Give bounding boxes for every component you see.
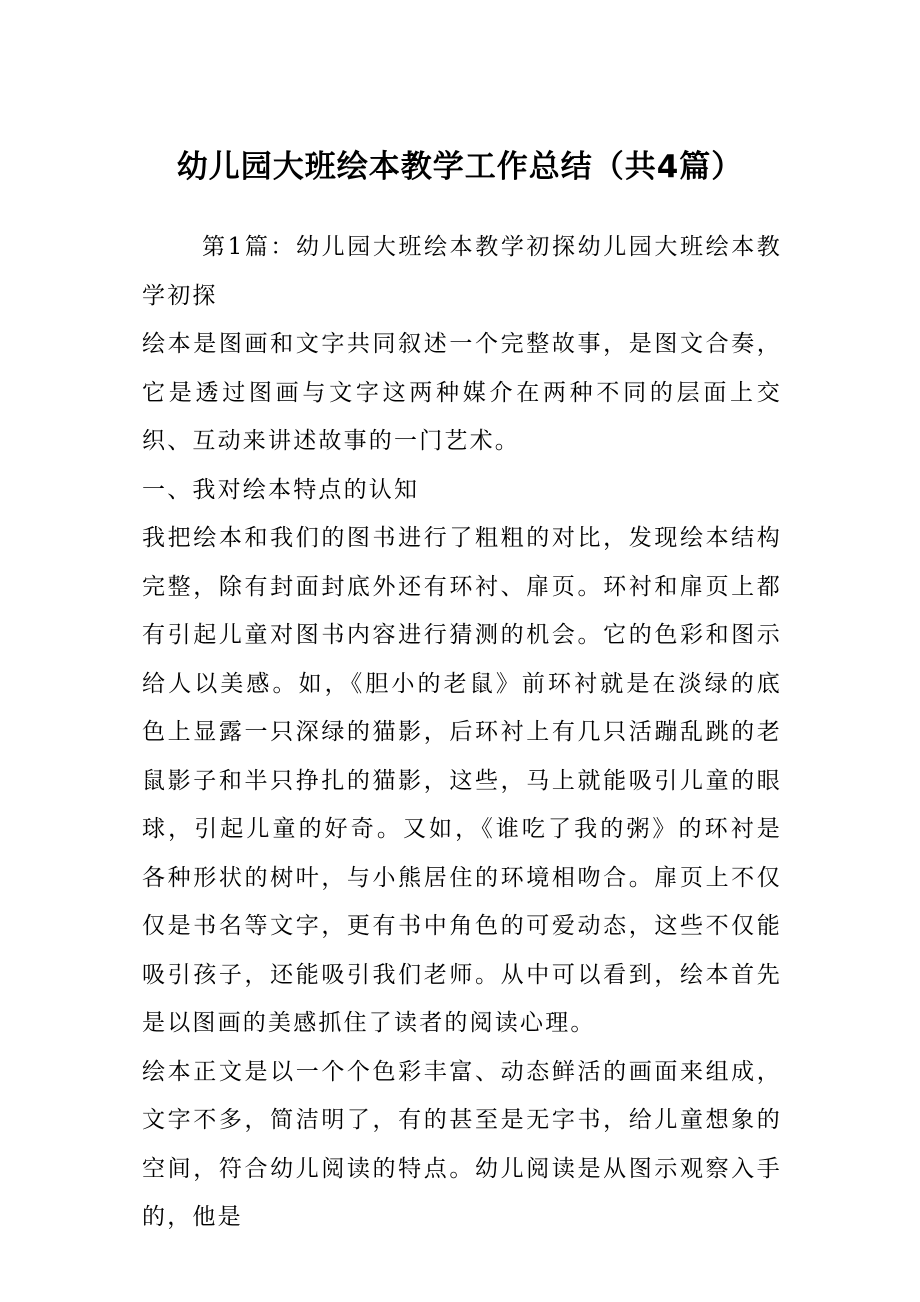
paragraph-main-text: 绘本正文是以一个个色彩丰富、动态鲜活的画面来组成，文字不多，简洁明了，有的甚至是无字书，给儿童想象的空间，符合幼儿阅读的特点。幼儿阅读是从图示观察入手的，他是 [142,1058,782,1230]
paragraph-intro: 绘本是图画和文字共同叙述一个完整故事，是图文合奏，它是透过图画与文字这两种媒介在两种不同的层面上交织、互动来讲述故事的一门艺术。 [142,331,782,454]
paragraph-structure: 我把绘本和我们的图书进行了粗粗的对比，发现绘本结构完整，除有封面封底外还有环衬、扉页。环衬和扉页上都有引起儿童对图书内容进行猜测的机会。它的色彩和图示给人以美感。如，《胆小的老鼠》前环衬就是在淡绿的底色上显露一只深绿的猫影，后环衬上有几只活蹦乱跳的老鼠影子和半只挣扎的猫影，这些，马上就能吸引儿童的眼球，引起儿童的好奇。又如，《谁吃了我的粥》的环衬是各种形状的树叶，与小熊居住的环境相吻合。扉页上不仅仅是书名等文字，更有书中角色的可爱动态，这些不仅能吸引孩子，还能吸引我们老师。从中可以看到，绘本首先是以图画的美感抓住了读者的阅读心理。 [142,525,782,1036]
document-title: 幼儿园大班绘本教学工作总结（共4篇） [176,149,744,185]
section-heading: 一、我对绘本特点的认知 [142,476,420,503]
paragraph-chapter-heading: 第1篇：幼儿园大班绘本教学初探幼儿园大班绘本教学初探 [142,234,782,309]
document-body [142,223,782,1242]
